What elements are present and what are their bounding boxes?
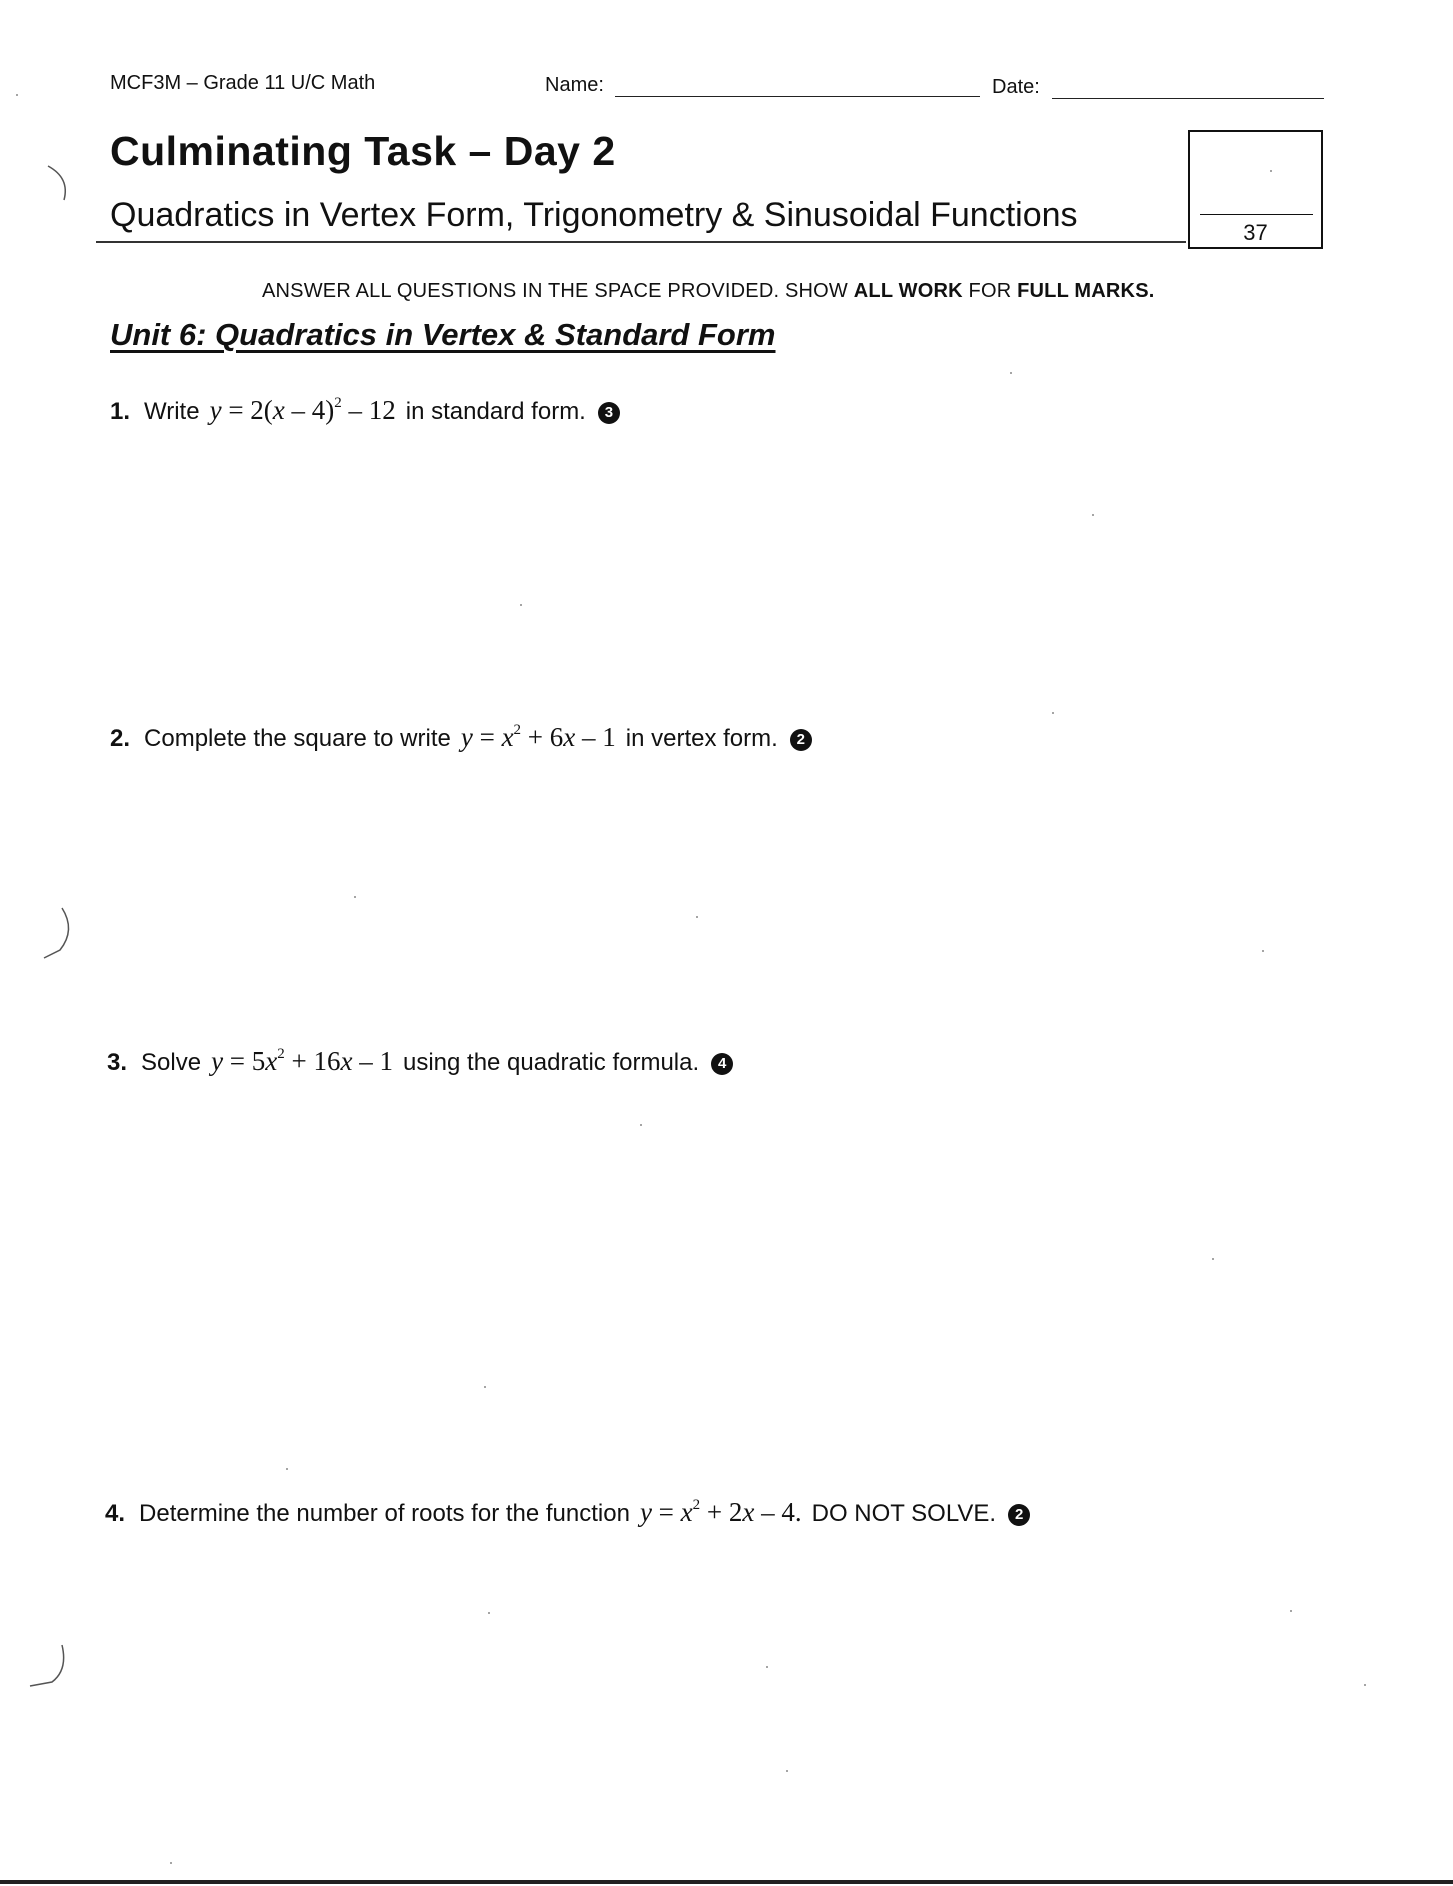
speck bbox=[1052, 712, 1054, 714]
instructions-emphasis-1: ALL WORK bbox=[853, 280, 963, 302]
unit-heading: Unit 6: Quadratics in Vertex & Standard Form bbox=[110, 317, 776, 352]
speck bbox=[766, 1666, 768, 1668]
speck bbox=[1092, 514, 1094, 516]
page-subtitle: Quadratics in Vertex Form, Trigonometry & Sinusoidal Functions bbox=[110, 196, 1078, 234]
speck bbox=[520, 604, 522, 606]
equation: y = 2(x – 4)$^2$ – 12 bbox=[209, 395, 396, 425]
speck bbox=[1270, 170, 1272, 172]
date-label: Date: bbox=[992, 76, 1040, 98]
question-number: 4. bbox=[105, 1500, 126, 1527]
instructions-text-2: FOR bbox=[962, 280, 1018, 302]
speck bbox=[484, 1386, 486, 1388]
score-total: 37 bbox=[1243, 220, 1268, 245]
question-number: 1. bbox=[110, 398, 131, 425]
speck bbox=[488, 1612, 490, 1614]
question-text: in vertex form. bbox=[625, 725, 778, 752]
speck bbox=[1212, 1258, 1214, 1260]
speck bbox=[1290, 1610, 1292, 1612]
speck bbox=[354, 896, 356, 898]
question-text: DO NOT SOLVE. bbox=[811, 1500, 997, 1527]
marks-badge: 2 bbox=[1008, 1504, 1030, 1526]
question-text: Write bbox=[144, 398, 200, 425]
speck bbox=[696, 916, 698, 918]
speck bbox=[16, 94, 18, 96]
hole-punch-mark bbox=[48, 166, 65, 200]
instructions-text-1: ANSWER ALL QUESTIONS IN THE SPACE PROVIDED. SHOW bbox=[262, 280, 854, 302]
equation: $y = 5x^2 + 16x - 1$ bbox=[211, 1046, 393, 1076]
name-label: Name: bbox=[545, 74, 604, 96]
question-text: Determine the number of roots for the function bbox=[139, 1500, 630, 1527]
marks-badge: 4 bbox=[711, 1053, 733, 1075]
question-number: 3. bbox=[107, 1049, 128, 1076]
speck bbox=[1010, 372, 1012, 374]
marks-badge: 2 bbox=[790, 729, 812, 751]
marks-badge: 3 bbox=[598, 402, 620, 424]
hole-punch-mark bbox=[30, 1645, 64, 1686]
question-number: 2. bbox=[110, 725, 131, 752]
course-code: MCF3M – Grade 11 U/C Math bbox=[110, 72, 376, 94]
equation: $y = x^2 + 6x - 1$ bbox=[460, 722, 616, 752]
hole-punch-mark bbox=[44, 908, 69, 958]
question-text: using the quadratic formula. bbox=[402, 1049, 700, 1076]
question-text: Solve bbox=[141, 1049, 202, 1076]
instructions-emphasis-2: FULL MARKS. bbox=[1017, 280, 1155, 302]
speck bbox=[170, 1862, 172, 1864]
page-title: Culminating Task – Day 2 bbox=[110, 128, 616, 174]
question-text: Complete the square to write bbox=[144, 725, 451, 752]
speck bbox=[640, 1124, 642, 1126]
equation: $y = x^2 + 2x - 4$. bbox=[639, 1497, 802, 1527]
speck bbox=[1364, 1684, 1366, 1686]
speck bbox=[786, 1770, 788, 1772]
speck bbox=[1262, 950, 1264, 952]
question-text: in standard form. bbox=[405, 398, 586, 425]
speck bbox=[286, 1468, 288, 1470]
